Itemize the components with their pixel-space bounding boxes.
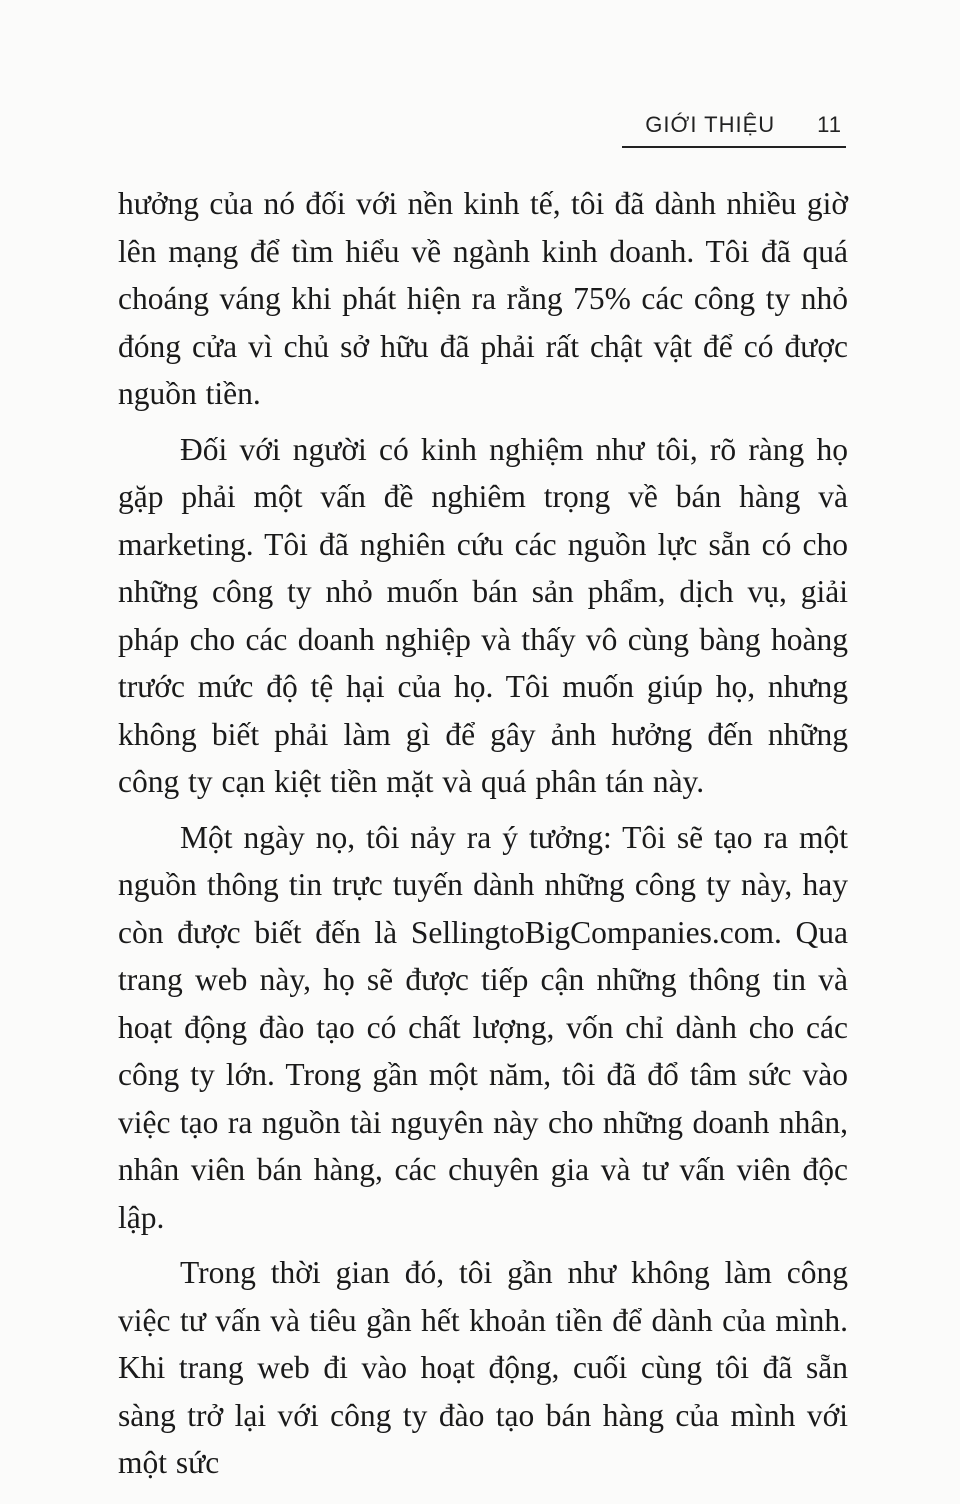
header-rule [622, 146, 846, 148]
running-head [645, 112, 842, 138]
paragraph: Một ngày nọ, tôi nảy ra ý tưởng: Tôi sẽ tạo ra một nguồn thông tin trực tuyến dành những công ty này, hay còn được biết đến là SellingtoBigCompanies.com. Qua trang web này, họ sẽ được tiếp cận những thông tin và hoạt động đào tạo có chất lượng, vốn chỉ dành cho các công ty lớn. Trong gần một năm, tôi đã đổ tâm sức vào việc tạo ra nguồn tài nguyên này cho những doanh nhân, nhân viên bán hàng, các chuyên gia và tư vấn viên độc lập. [118, 819, 848, 1235]
chapter-title: GIỚI THIỆU [645, 112, 776, 137]
page-number: 11 [817, 112, 842, 137]
body-text [118, 180, 848, 1487]
paragraph: Trong thời gian đó, tôi gần như không làm công việc tư vấn và tiêu gần hết khoản tiền để dành của mình. Khi trang web đi vào hoạt động, cuối cùng tôi đã sẵn sàng trở lại với công ty đào tạo bán hàng của mình với một sức [118, 1255, 848, 1480]
paragraph-continued: hưởng của nó đối với nền kinh tế, tôi đã dành nhiều giờ lên mạng để tìm hiểu về ngành kinh doanh. Tôi đã quá choáng váng khi phát hiện ra rằng 75% các công ty nhỏ đóng cửa vì chủ sở hữu đã phải rất chật vật để có được nguồn tiền. [118, 186, 848, 411]
paragraph: Đối với người có kinh nghiệm như tôi, rõ ràng họ gặp phải một vấn đề nghiêm trọng về bán hàng và marketing. Tôi đã nghiên cứu các nguồn lực sẵn có cho những công ty nhỏ muốn bán sản phẩm, dịch vụ, giải pháp cho các doanh nghiệp và thấy vô cùng bàng hoàng trước mức độ tệ hại của họ. Tôi muốn giúp họ, nhưng không biết phải làm gì để gây ảnh hưởng đến những công ty cạn kiệt tiền mặt và quá phân tán này. [118, 431, 848, 799]
